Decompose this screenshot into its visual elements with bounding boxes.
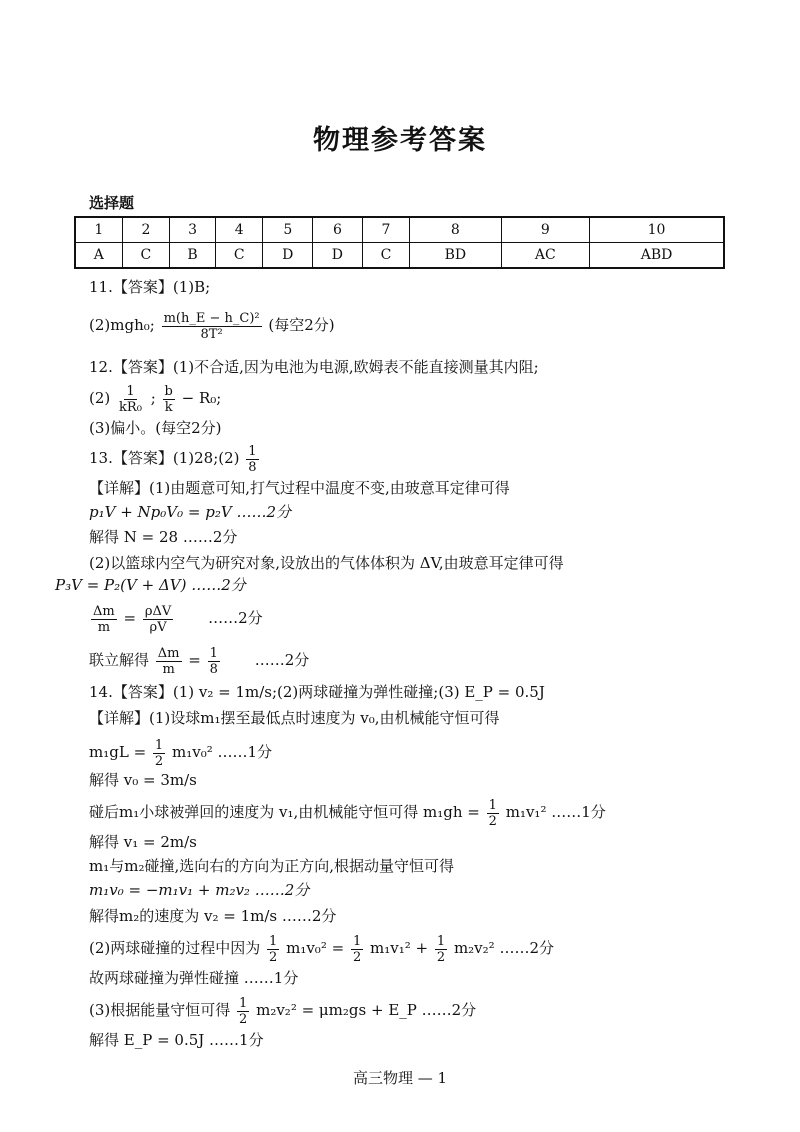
table-row	[75, 243, 724, 269]
numerator: 1	[209, 645, 218, 661]
equation-line	[89, 598, 263, 638]
fraction	[351, 934, 363, 965]
numerator: ρΔV	[144, 603, 172, 619]
section-heading: 选择题	[89, 194, 135, 212]
answer-cell: AC	[501, 243, 590, 269]
answer-line: 解得 N = 28 ……2分	[89, 528, 238, 546]
text: m₁gL =	[89, 743, 147, 761]
equation-line: p₁V + Np₀V₀ = p₂V ……2分	[89, 503, 292, 521]
fraction	[163, 384, 175, 415]
answer-cell: C	[122, 243, 170, 269]
denominator: kR₀	[119, 399, 142, 415]
equation-line: m₁v₀ = −m₁v₁ + m₂v₂ ……2分	[89, 881, 310, 899]
denominator: 2	[269, 949, 278, 965]
answer-line: 解得m₂的速度为 v₂ = 1m/s ……2分	[89, 907, 337, 925]
denominator: 2	[154, 753, 164, 769]
text: =	[188, 651, 201, 669]
numerator: 1	[269, 933, 278, 949]
text: (3)根据能量守恒可得	[89, 1001, 231, 1019]
question-number: 7	[362, 217, 410, 243]
equation-line	[89, 990, 476, 1030]
text: − R₀;	[181, 389, 222, 407]
answer-line: m₁与m₂碰撞,选向右的方向为正方向,根据动量守恒可得	[89, 857, 455, 875]
text: m₁v₀² =	[286, 939, 345, 957]
fraction	[162, 311, 262, 342]
question-number: 4	[215, 217, 263, 243]
text: (2)两球碰撞的过程中因为	[89, 939, 261, 957]
answer-line: (2)以篮球内空气为研究对象,设放出的气体体积为 ΔV,由玻意耳定律可得	[89, 554, 564, 572]
denominator: 8	[248, 459, 257, 475]
answer-cell: D	[313, 243, 363, 269]
answer-line: 解得 v₁ = 2m/s	[89, 833, 197, 851]
text: (2)	[89, 389, 111, 407]
denominator: 2	[239, 1011, 248, 1027]
answer-cell: A	[75, 243, 122, 269]
answer-line: 解得 v₀ = 3m/s	[89, 771, 197, 789]
answer-line	[89, 792, 606, 832]
answer-cell: BD	[410, 243, 501, 269]
text: ……2分	[208, 609, 263, 627]
denominator: 2	[488, 813, 497, 829]
text: m₁v₁² ……1分	[505, 803, 606, 821]
page-footer: 高三物理 — 1	[352, 1069, 448, 1087]
answer-line: (3)偏小。(每空2分)	[89, 419, 222, 437]
question-number: 3	[170, 217, 216, 243]
question-number: 10	[590, 217, 724, 243]
text: m₁v₀² ……1分	[171, 743, 273, 761]
fraction	[267, 934, 279, 965]
question-number: 2	[122, 217, 170, 243]
fraction	[435, 934, 447, 965]
text: ……2分	[254, 651, 310, 669]
question-number: 1	[75, 217, 122, 243]
answer-cell: C	[362, 243, 410, 269]
numerator: Δm	[157, 645, 180, 661]
numerator: 1	[352, 933, 362, 949]
fraction	[91, 604, 117, 635]
fraction	[156, 646, 182, 677]
denominator: 8T²	[200, 326, 223, 342]
answer-line	[89, 440, 261, 476]
text: 联立解得	[89, 651, 150, 669]
answer-line: 12.【答案】(1)不合适,因为电池为电源,欧姆表不能直接测量其内阻;	[89, 358, 539, 376]
numerator: b	[164, 383, 173, 399]
text: 13.【答案】(1)28;(2)	[89, 449, 240, 467]
fraction	[246, 444, 258, 475]
answer-table	[74, 216, 725, 269]
denominator: m	[97, 619, 111, 635]
equation-line	[89, 732, 272, 772]
text: m₁v₁² +	[370, 939, 429, 957]
equation-line	[89, 640, 309, 680]
numerator: 1	[154, 737, 164, 753]
text: =	[123, 609, 137, 627]
equation-line: P₃V = P₂(V + ΔV) ……2分	[55, 576, 246, 594]
numerator: m(h_E − h_C)²	[163, 310, 260, 326]
denominator: ρV	[149, 619, 167, 635]
text: ;	[150, 389, 156, 407]
answer-cell: B	[170, 243, 216, 269]
text: (每空2分)	[268, 316, 335, 334]
answer-line: 【详解】(1)设球m₁摆至最低点时速度为 v₀,由机械能守恒可得	[89, 709, 500, 727]
table-row	[75, 217, 724, 243]
numerator: 1	[248, 443, 257, 459]
text: m₂v₂² ……2分	[453, 939, 554, 957]
page-title: 物理参考答案	[313, 125, 487, 156]
question-number: 6	[313, 217, 363, 243]
answer-cell: D	[263, 243, 313, 269]
answer-line: 【详解】(1)由题意可知,打气过程中温度不变,由玻意耳定律可得	[89, 479, 510, 497]
numerator: 1	[239, 995, 248, 1011]
text: m₂v₂² = μm₂gs + E_P ……2分	[256, 1001, 477, 1019]
text: (2)mgh₀;	[89, 316, 155, 334]
answer-cell: C	[215, 243, 263, 269]
answer-line: 11.【答案】(1)B;	[89, 278, 211, 296]
denominator: 8	[209, 661, 218, 677]
numerator: Δm	[93, 603, 115, 619]
question-number: 9	[501, 217, 590, 243]
fraction	[143, 604, 173, 635]
text: 碰后m₁小球被弹回的速度为 v₁,由机械能守恒可得 m₁gh =	[89, 803, 480, 821]
fraction	[117, 384, 144, 415]
answer-cell: ABD	[590, 243, 724, 269]
fraction	[487, 798, 499, 829]
question-number: 5	[263, 217, 313, 243]
fraction	[153, 738, 165, 769]
numerator: 1	[436, 933, 446, 949]
numerator: 1	[488, 797, 497, 813]
equation-line	[89, 928, 554, 968]
denominator: k	[164, 399, 173, 415]
answer-line: 解得 E_P = 0.5J ……1分	[89, 1031, 264, 1049]
answer-line: 14.【答案】(1) v₂ = 1m/s;(2)两球碰撞为弹性碰撞;(3) E_P = 0.5J	[89, 683, 545, 701]
denominator: 2	[436, 949, 446, 965]
denominator: 2	[352, 949, 362, 965]
question-number: 8	[410, 217, 501, 243]
fraction	[208, 646, 220, 677]
numerator: 1	[126, 383, 135, 399]
answer-line: 故两球碰撞为弹性碰撞 ……1分	[89, 969, 299, 987]
answer-line	[89, 378, 221, 418]
denominator: m	[162, 661, 175, 677]
answer-line	[89, 305, 335, 345]
fraction	[237, 996, 249, 1027]
